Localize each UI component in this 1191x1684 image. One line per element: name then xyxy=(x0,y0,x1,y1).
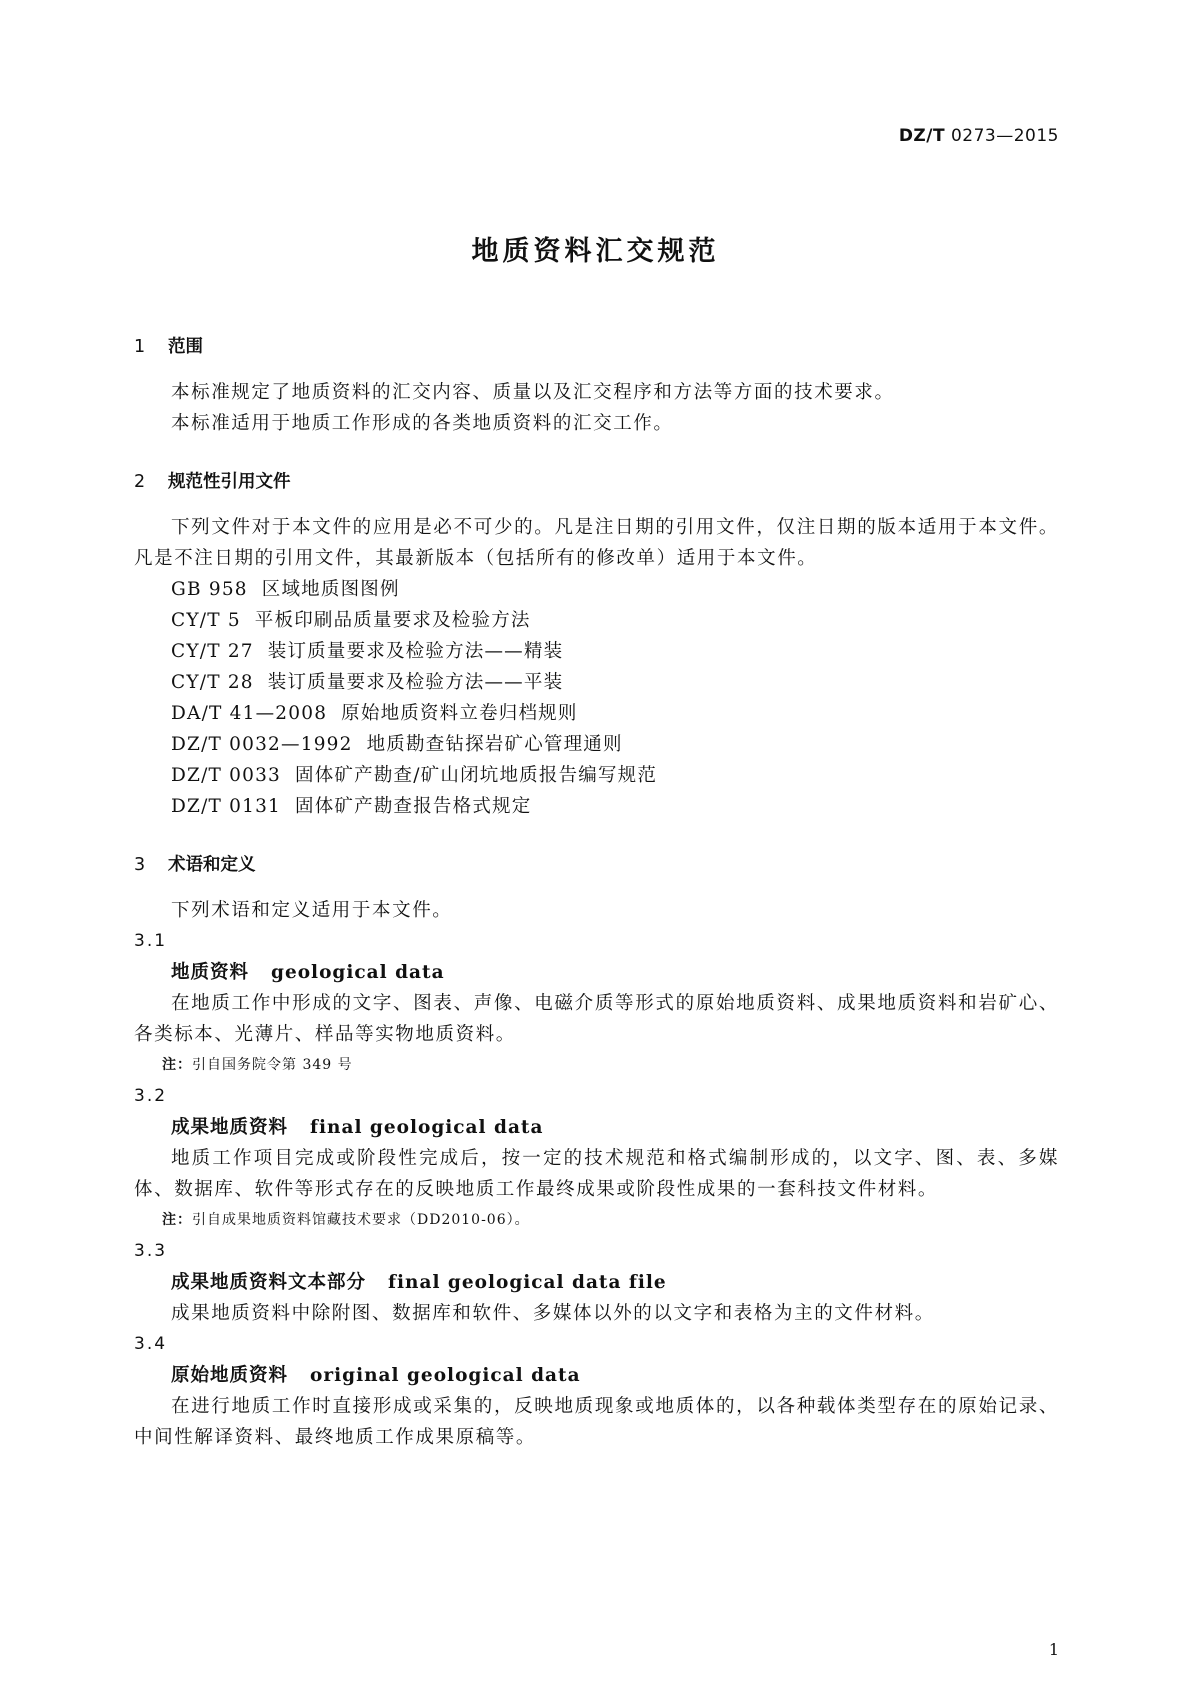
reference-item xyxy=(171,791,1059,822)
section-heading xyxy=(134,332,1059,363)
note-label: 注： xyxy=(162,1057,192,1073)
reference-title: 装订质量要求及检验方法——平装 xyxy=(267,672,564,693)
document-body xyxy=(134,332,1059,1453)
reference-title: 区域地质图图例 xyxy=(261,579,400,600)
note-text: 引自成果地质资料馆藏技术要求（DD2010-06）。 xyxy=(192,1212,530,1228)
term-definition: 成果地质资料中除附图、数据库和软件、多媒体以外的以文字和表格为主的文件材料。 xyxy=(171,1303,935,1324)
term-name-en: geological data xyxy=(271,962,445,983)
term-definition: 在进行地质工作时直接形成或采集的，反映地质现象或地质体的，以各种载体类型存在的原始记录、中间性解译资料、最终地质工作成果原稿等。 xyxy=(134,1396,1059,1448)
note-text: 引自国务院令第 349 号 xyxy=(192,1057,353,1073)
term-number: 3.1 xyxy=(134,931,168,951)
term-note xyxy=(162,1205,1059,1236)
reference-code: DZ/T 0131 xyxy=(171,796,282,817)
term-name-zh: 成果地质资料文本部分 xyxy=(171,1272,367,1293)
standard-code-number: 0273—2015 xyxy=(950,126,1059,146)
page-number: 1 xyxy=(1048,1640,1059,1659)
term-definition: 在地质工作中形成的文字、图表、声像、电磁介质等形式的原始地质资料、成果地质资料和岩矿心、各类标本、光薄片、样品等实物地质资料。 xyxy=(134,993,1059,1045)
section-title: 规范性引用文件 xyxy=(168,472,291,492)
section-title: 范围 xyxy=(168,337,203,357)
reference-title: 固体矿产勘查/矿山闭坑地质报告编写规范 xyxy=(295,765,658,786)
reference-item xyxy=(171,760,1059,791)
reference-item xyxy=(171,698,1059,729)
reference-item xyxy=(171,667,1059,698)
reference-title: 装订质量要求及检验方法——精装 xyxy=(267,641,564,662)
term-name-zh: 地质资料 xyxy=(171,962,250,983)
section-heading xyxy=(134,850,1059,881)
term-name xyxy=(171,1112,1059,1143)
term-name-en: final geological data xyxy=(310,1117,544,1138)
reference-code: DA/T 41—2008 xyxy=(171,703,328,724)
reference-item xyxy=(171,605,1059,636)
standard-code-prefix: DZ/T xyxy=(898,126,946,146)
reference-code: CY/T 28 xyxy=(171,672,254,693)
paragraph: 本标准适用于地质工作形成的各类地质资料的汇交工作。 xyxy=(171,413,674,434)
section-number: 3 xyxy=(134,855,146,875)
reference-item xyxy=(171,574,1059,605)
term-name xyxy=(171,957,1059,988)
paragraph: 下列术语和定义适用于本文件。 xyxy=(171,900,453,921)
term-name xyxy=(171,1267,1059,1298)
reference-title: 固体矿产勘查报告格式规定 xyxy=(295,796,532,817)
reference-item xyxy=(171,636,1059,667)
paragraph: 下列文件对于本文件的应用是必不可少的。凡是注日期的引用文件，仅注日期的版本适用于本文件。凡是不注日期的引用文件，其最新版本（包括所有的修改单）适用于本文件。 xyxy=(134,517,1059,569)
term-note xyxy=(162,1050,1059,1081)
term-name-zh: 原始地质资料 xyxy=(171,1365,289,1386)
reference-code: GB 958 xyxy=(171,579,248,600)
term-number: 3.2 xyxy=(134,1086,168,1106)
section-heading xyxy=(134,467,1059,498)
reference-item xyxy=(171,729,1059,760)
reference-title: 原始地质资料立卷归档规则 xyxy=(341,703,578,724)
note-label: 注： xyxy=(162,1212,192,1228)
paragraph: 本标准规定了地质资料的汇交内容、质量以及汇交程序和方法等方面的技术要求。 xyxy=(171,382,895,403)
term-number: 3.3 xyxy=(134,1241,168,1261)
section-number: 1 xyxy=(134,337,146,357)
section-title: 术语和定义 xyxy=(168,855,256,875)
document-title: 地质资料汇交规范 xyxy=(471,236,720,267)
term-definition: 地质工作项目完成或阶段性完成后，按一定的技术规范和格式编制形成的，以文字、图、表、多媒体、数据库、软件等形式存在的反映地质工作最终成果或阶段性成果的一套科技文件材料。 xyxy=(134,1148,1059,1200)
reference-code: CY/T 27 xyxy=(171,641,254,662)
section-number: 2 xyxy=(134,472,146,492)
reference-title: 平板印刷品质量要求及检验方法 xyxy=(254,610,531,631)
term-name-zh: 成果地质资料 xyxy=(171,1117,289,1138)
term-number: 3.4 xyxy=(134,1334,168,1354)
term-name xyxy=(171,1360,1059,1391)
reference-code: DZ/T 0032—1992 xyxy=(171,734,353,755)
standard-code xyxy=(899,126,1059,146)
reference-code: DZ/T 0033 xyxy=(171,765,282,786)
term-name-en: original geological data xyxy=(310,1365,581,1386)
reference-title: 地质勘查钻探岩矿心管理通则 xyxy=(366,734,623,755)
reference-code: CY/T 5 xyxy=(171,610,241,631)
term-name-en: final geological data file xyxy=(388,1272,667,1293)
